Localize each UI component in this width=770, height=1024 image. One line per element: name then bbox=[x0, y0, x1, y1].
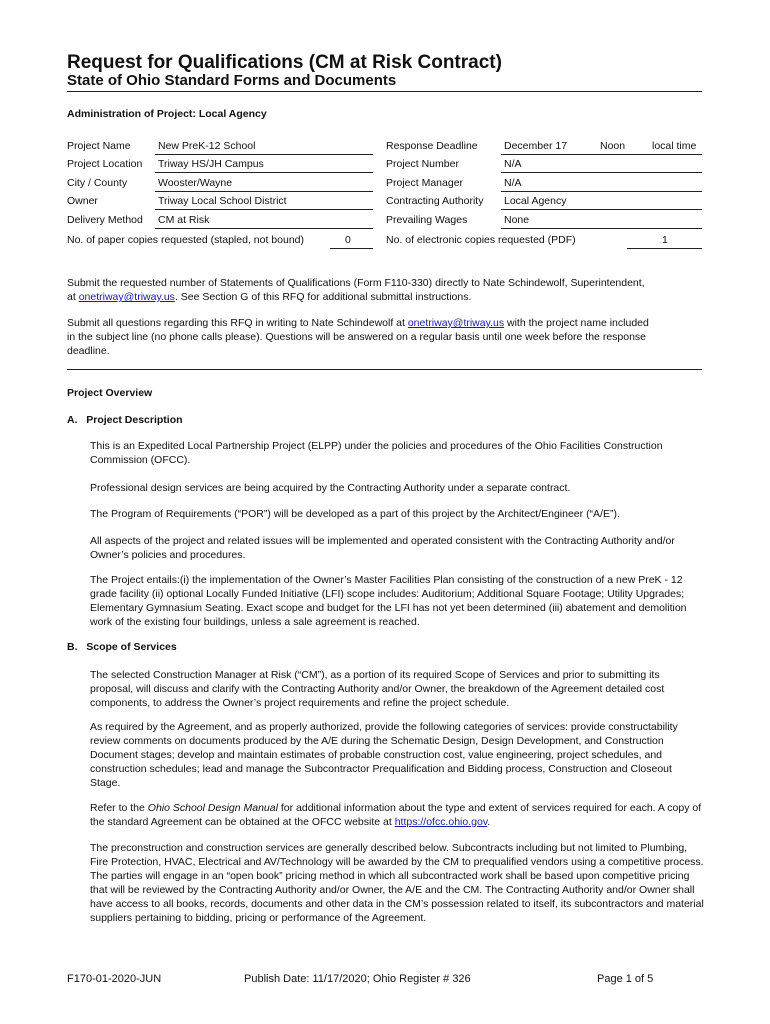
scope-paragraph-3 bbox=[90, 801, 704, 829]
city-county-value: Wooster/Wayne bbox=[158, 177, 233, 189]
owner-label: Owner bbox=[67, 195, 98, 207]
scope-p3-text-a: Refer to the bbox=[90, 802, 148, 814]
response-deadline-label: Response Deadline bbox=[386, 140, 478, 152]
contracting-authority-label: Contracting Authority bbox=[386, 195, 484, 207]
page-subtitle: State of Ohio Standard Forms and Documents bbox=[67, 72, 397, 89]
form-id: F170-01-2020-JUN bbox=[67, 973, 162, 985]
section-divider bbox=[67, 369, 702, 370]
project-number-underline bbox=[501, 172, 702, 173]
ofcc-website-link[interactable]: https://ofcc.ohio.gov bbox=[394, 816, 488, 828]
project-number-label: Project Number bbox=[386, 158, 459, 170]
project-name-label: Project Name bbox=[67, 140, 131, 152]
questions-text-c: in the subject line (no phone calls please). Questions will be answered on a regular basis until one week before the response bbox=[67, 331, 647, 343]
submission-text-b: at bbox=[67, 291, 79, 303]
city-county-label: City / County bbox=[67, 177, 128, 189]
publish-date: Publish Date: 11/17/2020; Ohio Register # 326 bbox=[244, 973, 471, 985]
questions-text-b: with the project name included bbox=[504, 317, 649, 329]
owner-value: Triway Local School District bbox=[158, 195, 287, 207]
scope-paragraph-4: The preconstruction and construction services are generally described below. Subcontracts including but not limited to Plumbing, Fire Protection, HVAC, Electrical and AV/Technology will be awarded by the CM to prequalified vendors using a competitive process. The parties will engage in an “open book” pricing method in which all subcontracted work shall be based upon competitive pricing that will be reviewed by the Contracting Authority and/or Owner, the A/E and the CM. The Contracting Authority and/or Owner shall have access to all books, records, documents and other data in the CM’s possession related to itself, its subcontractors and material suppliers pertaining to bidding, pricing or performance of the Agreement. bbox=[90, 842, 704, 924]
project-manager-value: N/A bbox=[504, 177, 522, 189]
administration-label: Administration of Project: Local Agency bbox=[67, 108, 267, 120]
project-number-value: N/A bbox=[504, 158, 522, 170]
scope-p3-text-c: . bbox=[487, 816, 491, 828]
page-number: Page 1 of 5 bbox=[597, 973, 654, 985]
prevailing-wages-value: None bbox=[504, 214, 530, 226]
electronic-copies-value: 1 bbox=[662, 234, 668, 246]
paper-copies-label: No. of paper copies requested (stapled, not bound) bbox=[67, 234, 304, 246]
contracting-authority-value: Local Agency bbox=[504, 195, 567, 207]
project-manager-underline bbox=[501, 191, 702, 192]
prevailing-wages-underline bbox=[501, 228, 702, 229]
submission-email-link[interactable]: onetriway@triway.us bbox=[78, 291, 175, 303]
questions-text-a: Submit all questions regarding this RFQ in writing to Nate Schindewolf at bbox=[67, 317, 408, 329]
contracting-authority-underline bbox=[501, 209, 702, 210]
scope-paragraph-1: The selected Construction Manager at Risk (“CM”), as a portion of its required Scope of Services and prior to submitting its proposal, will discuss and clarify with the Contracting Authority and/or Owner, the breakdown of the Agreement detailed cost components, to address the Owner’s project requirements and refine the project schedule. bbox=[90, 669, 665, 709]
city-county-underline bbox=[155, 191, 373, 192]
electronic-copies-underline bbox=[627, 248, 702, 249]
electronic-copies-label: No. of electronic copies requested (PDF) bbox=[386, 234, 576, 246]
scope-of-services-heading: B. Scope of Services bbox=[67, 641, 177, 653]
submission-text-c: . See Section G of this RFQ for additional submittal instructions. bbox=[174, 291, 472, 303]
owner-underline bbox=[155, 209, 373, 210]
description-paragraph-1: This is an Expedited Local Partnership Project (ELPP) under the policies and procedures of the Ohio Facilities Construction Commission (OFCC). bbox=[90, 440, 663, 466]
submission-text-a: Submit the requested number of Statements of Qualifications (Form F110-330) directly to Nate Schindewolf, Superintendent, bbox=[67, 277, 645, 289]
response-deadline-underline bbox=[501, 154, 702, 155]
paper-copies-underline bbox=[330, 248, 373, 249]
description-paragraph-5: The Project entails:(i) the implementation of the Owner’s Master Facilities Plan consisting of the construction of a new PreK - 12 grade facility (ii) optional Locally Funded Initiative (LFI) scope includes: Auditorium; Additional Square Footage; Utility Upgrades; Elementary Gymnasium Seating. Exact scope and budget for the LFI has not yet been determined (iii) abatement and demolition work of the existing four buildings, unless a sale agreement is reached. bbox=[90, 574, 687, 628]
project-description-heading: A. Project Description bbox=[67, 414, 183, 426]
delivery-method-value: CM at Risk bbox=[158, 214, 210, 226]
header-divider bbox=[67, 91, 702, 92]
project-location-underline bbox=[155, 172, 373, 173]
submission-paragraph bbox=[67, 276, 707, 304]
project-manager-label: Project Manager bbox=[386, 177, 464, 189]
page-title: Request for Qualifications (CM at Risk Contract) bbox=[67, 52, 502, 73]
questions-text-d: deadline. bbox=[67, 345, 110, 357]
description-paragraph-3: The Program of Requirements (“POR”) will be developed as a part of this project by the Architect/Engineer (“A/E”). bbox=[90, 508, 620, 520]
scope-paragraph-2: As required by the Agreement, and as properly authorized, provide the following categories of services: provide constructability review comments on documents produced by the A/E during the Schematic Design, Design Development, and Construction Document stages; develop and maintain estimates of probable construction cost, value engineering, project schedules, and construction schedules; lead and manage the Subcontractor Prequalification and Bidding process, Construction and Closeout Stage. bbox=[90, 721, 678, 789]
paper-copies-value: 0 bbox=[345, 234, 351, 246]
prevailing-wages-label: Prevailing Wages bbox=[386, 214, 468, 226]
design-manual-title: Ohio School Design Manual bbox=[147, 802, 278, 814]
description-paragraph-2: Professional design services are being acquired by the Contracting Authority under a separate contract. bbox=[90, 482, 571, 494]
description-paragraph-4: All aspects of the project and related issues will be implemented and operated consistent with the Contracting Authority and/or Owner’s policies and procedures. bbox=[90, 535, 675, 561]
response-deadline-time: Noon bbox=[600, 140, 626, 152]
project-name-underline bbox=[155, 154, 373, 155]
response-deadline-date: December 17 bbox=[504, 140, 568, 152]
project-overview-heading: Project Overview bbox=[67, 387, 153, 399]
questions-paragraph bbox=[67, 316, 707, 358]
project-location-label: Project Location bbox=[67, 158, 143, 170]
delivery-method-underline bbox=[155, 228, 373, 229]
project-name-value: New PreK-12 School bbox=[158, 140, 256, 152]
project-location-value: Triway HS/JH Campus bbox=[158, 158, 264, 170]
scope-p3-text-b: for additional information about the type and extent of services required for each. A copy of the standard Agreement can be obtained at the OFCC website at bbox=[90, 802, 702, 828]
questions-email-link[interactable]: onetriway@triway.us bbox=[407, 317, 505, 329]
delivery-method-label: Delivery Method bbox=[67, 214, 143, 226]
response-deadline-tz: local time bbox=[652, 140, 697, 152]
